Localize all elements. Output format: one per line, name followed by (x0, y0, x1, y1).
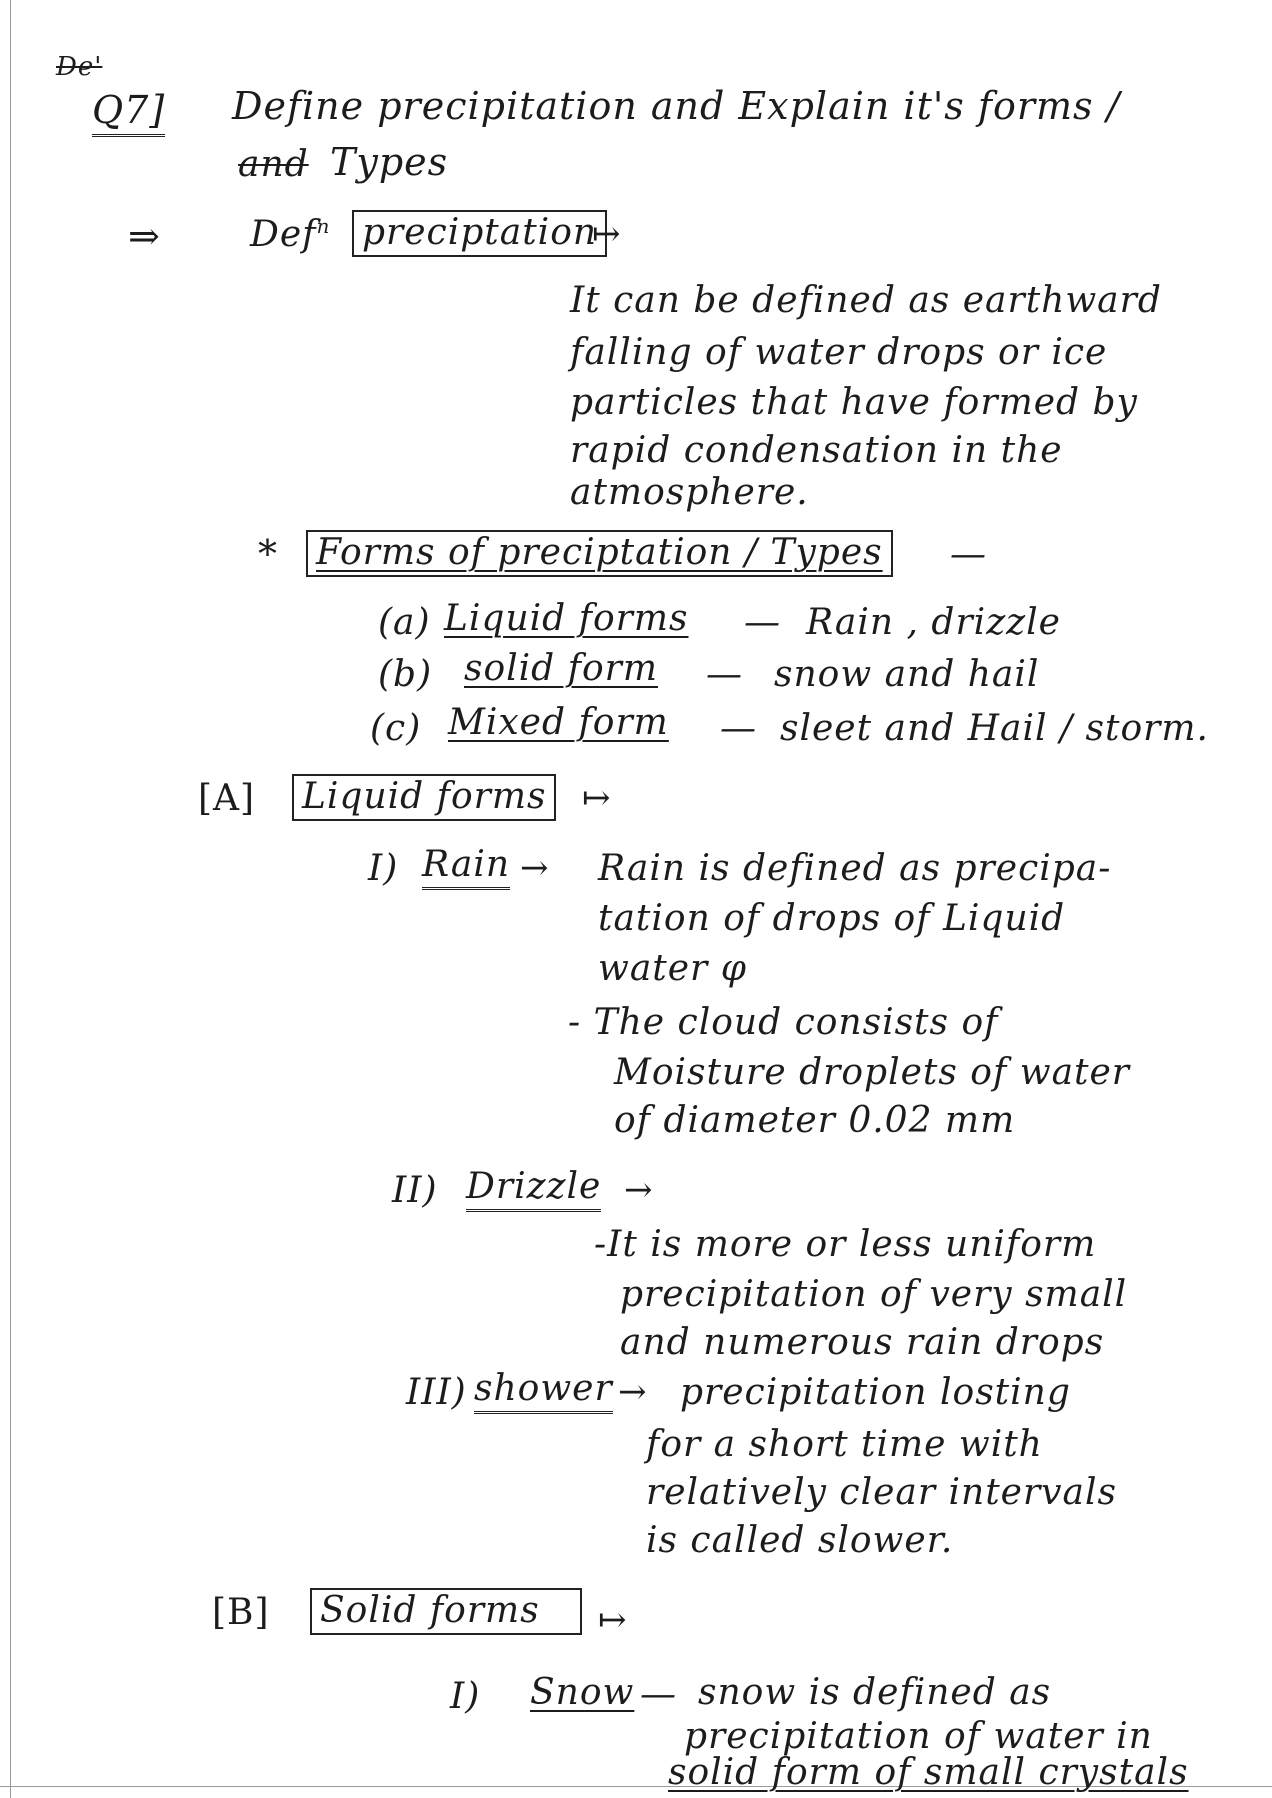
rain-arrow: → (520, 848, 549, 888)
shower-line-3: relatively clear intervals (646, 1472, 1117, 1513)
snow-line-1: snow is defined as (698, 1672, 1052, 1713)
section-b-title: Solid forms (310, 1588, 582, 1635)
forms-heading-title: Forms of preciptation / Types (306, 530, 893, 577)
definition-term: preciptation (352, 210, 607, 257)
form-b-desc: snow and hail (774, 654, 1040, 695)
form-c-desc: sleet and Hail / storm. (780, 708, 1209, 749)
form-c-label: (c) (370, 708, 422, 749)
forms-marker: * (258, 532, 278, 576)
form-b-dash: — (706, 654, 743, 695)
drizzle-line-1: -It is more or less uniform (594, 1224, 1097, 1265)
definition-line-2: falling of water drops or ice (570, 332, 1108, 373)
section-b-label: [B] (212, 1592, 270, 1633)
snow-num: I) (450, 1676, 481, 1717)
snow-dash: — (640, 1674, 677, 1715)
rain-num: I) (368, 848, 399, 889)
definition-line-4: rapid condensation in the (570, 430, 1063, 471)
section-a-title: Liquid forms (292, 774, 556, 821)
drizzle-line-2: precipitation of very small (620, 1274, 1128, 1315)
form-a-dash: — (744, 602, 781, 643)
form-b-name: solid form (464, 648, 659, 689)
rain-line-6: of diameter 0.02 mm (614, 1100, 1016, 1141)
drizzle-term: Drizzle (466, 1166, 601, 1212)
shower-line-4: is called slower. (646, 1520, 954, 1561)
definition-line-5: atmosphere. (570, 472, 809, 513)
form-a-desc: Rain , drizzle (806, 602, 1061, 643)
question-number: Q7] (92, 88, 165, 137)
snow-term: Snow (530, 1672, 635, 1713)
question-line-1: Define precipitation and Explain it's forms / (232, 84, 1121, 128)
drizzle-arrow: → (624, 1170, 653, 1210)
definition-marker: ⇒ (128, 214, 161, 258)
form-a-name: Liquid forms (444, 598, 689, 639)
definition-label-prefix: Def (250, 214, 317, 255)
section-b-arrow: ↦ (598, 1600, 627, 1640)
shower-line-1: precipitation losting (680, 1372, 1071, 1413)
rain-line-2: tation of drops of Liquid (598, 898, 1066, 939)
form-a-label: (a) (378, 602, 431, 643)
snow-line-2: precipitation of water in (684, 1716, 1153, 1757)
definition-arrow: ↦ (592, 214, 621, 254)
rain-line-4: - The cloud consists of (568, 1002, 999, 1043)
shower-arrow: → (618, 1372, 647, 1412)
definition-line-3: particles that have formed by (570, 382, 1138, 423)
snow-line-3: solid form of small crystals (668, 1752, 1189, 1793)
page-left-edge (10, 0, 11, 1798)
corner-mark: De' (56, 52, 103, 82)
form-b-label: (b) (378, 654, 433, 695)
drizzle-line-3: and numerous rain drops (620, 1322, 1105, 1363)
rain-line-5: Moisture droplets of water (614, 1052, 1131, 1093)
question-line-2: Types (330, 140, 449, 184)
rain-line-1: Rain is defined as precipa- (598, 848, 1112, 889)
struck-word: and (238, 144, 309, 185)
drizzle-num: II) (392, 1170, 438, 1211)
definition-label-superscript: n (316, 214, 331, 238)
shower-num: III) (406, 1372, 467, 1413)
definition-label (250, 214, 330, 255)
rain-term: Rain (422, 844, 510, 890)
section-a-arrow: ↦ (582, 778, 611, 818)
shower-term: shower (474, 1368, 613, 1414)
form-c-dash: — (720, 708, 757, 749)
forms-heading-dash: — (950, 534, 987, 575)
definition-line-1: It can be defined as earthward (570, 280, 1162, 321)
shower-line-2: for a short time with (646, 1424, 1043, 1465)
form-c-name: Mixed form (448, 702, 669, 743)
section-a-label: [A] (198, 778, 256, 819)
rain-line-3: water φ (598, 948, 747, 989)
